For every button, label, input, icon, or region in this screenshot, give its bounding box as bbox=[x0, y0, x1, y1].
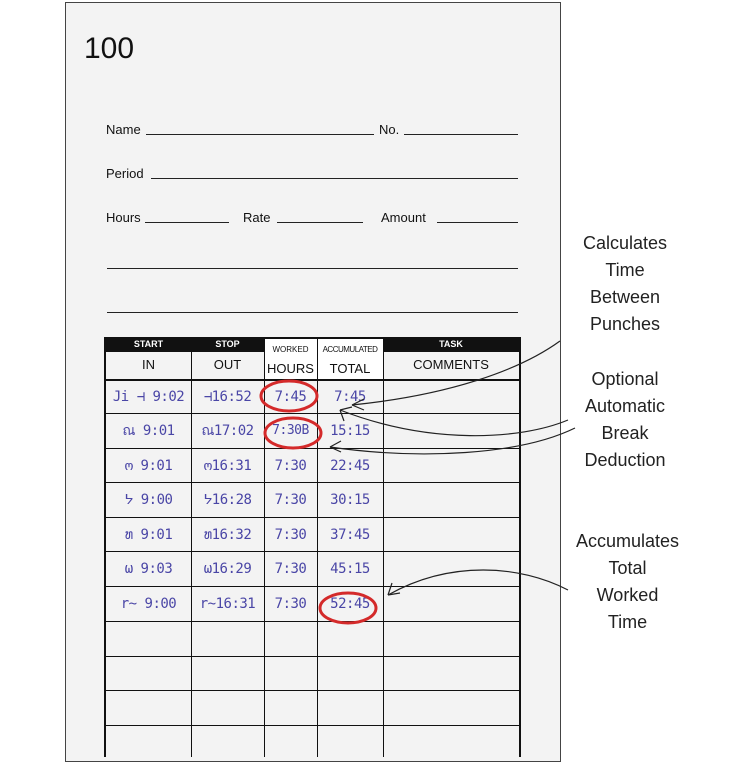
annotation-break-deduction: Optional Automatic Break Deduction bbox=[584, 369, 666, 470]
header-stop: STOP bbox=[191, 337, 264, 352]
timesheet-table bbox=[104, 337, 521, 757]
cell-out: ᔭ16:28 bbox=[203, 492, 252, 508]
cell-worked: 7:30 bbox=[274, 458, 307, 474]
cell-total: 37:45 bbox=[330, 527, 370, 543]
cell-total: 52:45 bbox=[330, 596, 370, 612]
cell-out: ω16:29 bbox=[203, 561, 252, 577]
cell-out: ທ16:32 bbox=[203, 527, 252, 543]
cell-worked: 7:30 bbox=[274, 492, 307, 508]
name-line bbox=[146, 134, 374, 135]
cell-total: 30:15 bbox=[330, 492, 370, 508]
cell-total: 22:45 bbox=[330, 458, 370, 474]
period-line bbox=[151, 178, 518, 179]
cell-in: ω 9:03 bbox=[124, 561, 173, 577]
cell-out: r~16:31 bbox=[199, 596, 256, 612]
period-label: Period bbox=[106, 166, 144, 181]
annotation-accumulates-total: Accumulates Total Worked Time bbox=[575, 531, 680, 632]
card-number: 100 bbox=[84, 32, 135, 65]
row-divider bbox=[106, 725, 519, 726]
header-comments: COMMENTS bbox=[413, 357, 489, 372]
header-total: TOTAL bbox=[329, 361, 371, 376]
cell-worked: 7:30 bbox=[274, 596, 307, 612]
cell-total: 15:15 bbox=[330, 423, 370, 439]
header-worked: WORKED bbox=[264, 337, 317, 379]
row-divider bbox=[106, 621, 519, 622]
hours-label: Hours bbox=[106, 210, 141, 225]
cell-total: 7:45 bbox=[334, 389, 366, 405]
blank-line-2 bbox=[107, 312, 518, 313]
name-label: Name bbox=[106, 122, 141, 137]
cell-in: r~ 9:00 bbox=[120, 596, 177, 612]
cell-in: ณ 9:01 bbox=[122, 423, 175, 439]
header-accumulated: ACCUMULATED bbox=[317, 337, 383, 379]
cell-worked: 7:45 bbox=[274, 389, 307, 405]
annotation-calculates-time: Calculates Time Between Punches bbox=[582, 233, 668, 334]
cell-worked: 7:30 bbox=[274, 561, 307, 577]
header-out: OUT bbox=[213, 357, 242, 372]
cell-out: ⊣16:52 bbox=[203, 389, 252, 405]
no-line bbox=[404, 134, 518, 135]
cell-worked: 7:30 bbox=[274, 527, 307, 543]
cell-worked: 7:30B bbox=[272, 423, 309, 438]
cell-in: Ji ⊣ 9:02 bbox=[112, 389, 185, 405]
no-label: No. bbox=[379, 122, 400, 137]
row-divider bbox=[106, 656, 519, 657]
row-divider bbox=[106, 690, 519, 691]
cell-out: ო16:31 bbox=[203, 458, 252, 474]
rate-label: Rate bbox=[243, 210, 271, 225]
header-top-border bbox=[264, 337, 383, 339]
hours-line bbox=[145, 222, 229, 223]
cell-total: 45:15 bbox=[330, 561, 370, 577]
blank-line-1 bbox=[107, 268, 518, 269]
cell-in: ო 9:01 bbox=[124, 458, 173, 474]
header-task: TASK bbox=[383, 337, 519, 352]
rate-line bbox=[277, 222, 363, 223]
amount-label: Amount bbox=[381, 210, 426, 225]
header-start: START bbox=[106, 337, 191, 352]
col-divider bbox=[383, 337, 384, 757]
header-hours: HOURS bbox=[267, 361, 314, 376]
header-in: IN bbox=[142, 357, 155, 372]
cell-in: ທ 9:01 bbox=[124, 527, 173, 543]
amount-line bbox=[437, 222, 518, 223]
cell-in: ᔭ 9:00 bbox=[124, 492, 173, 508]
cell-out: ณ17:02 bbox=[201, 423, 254, 439]
